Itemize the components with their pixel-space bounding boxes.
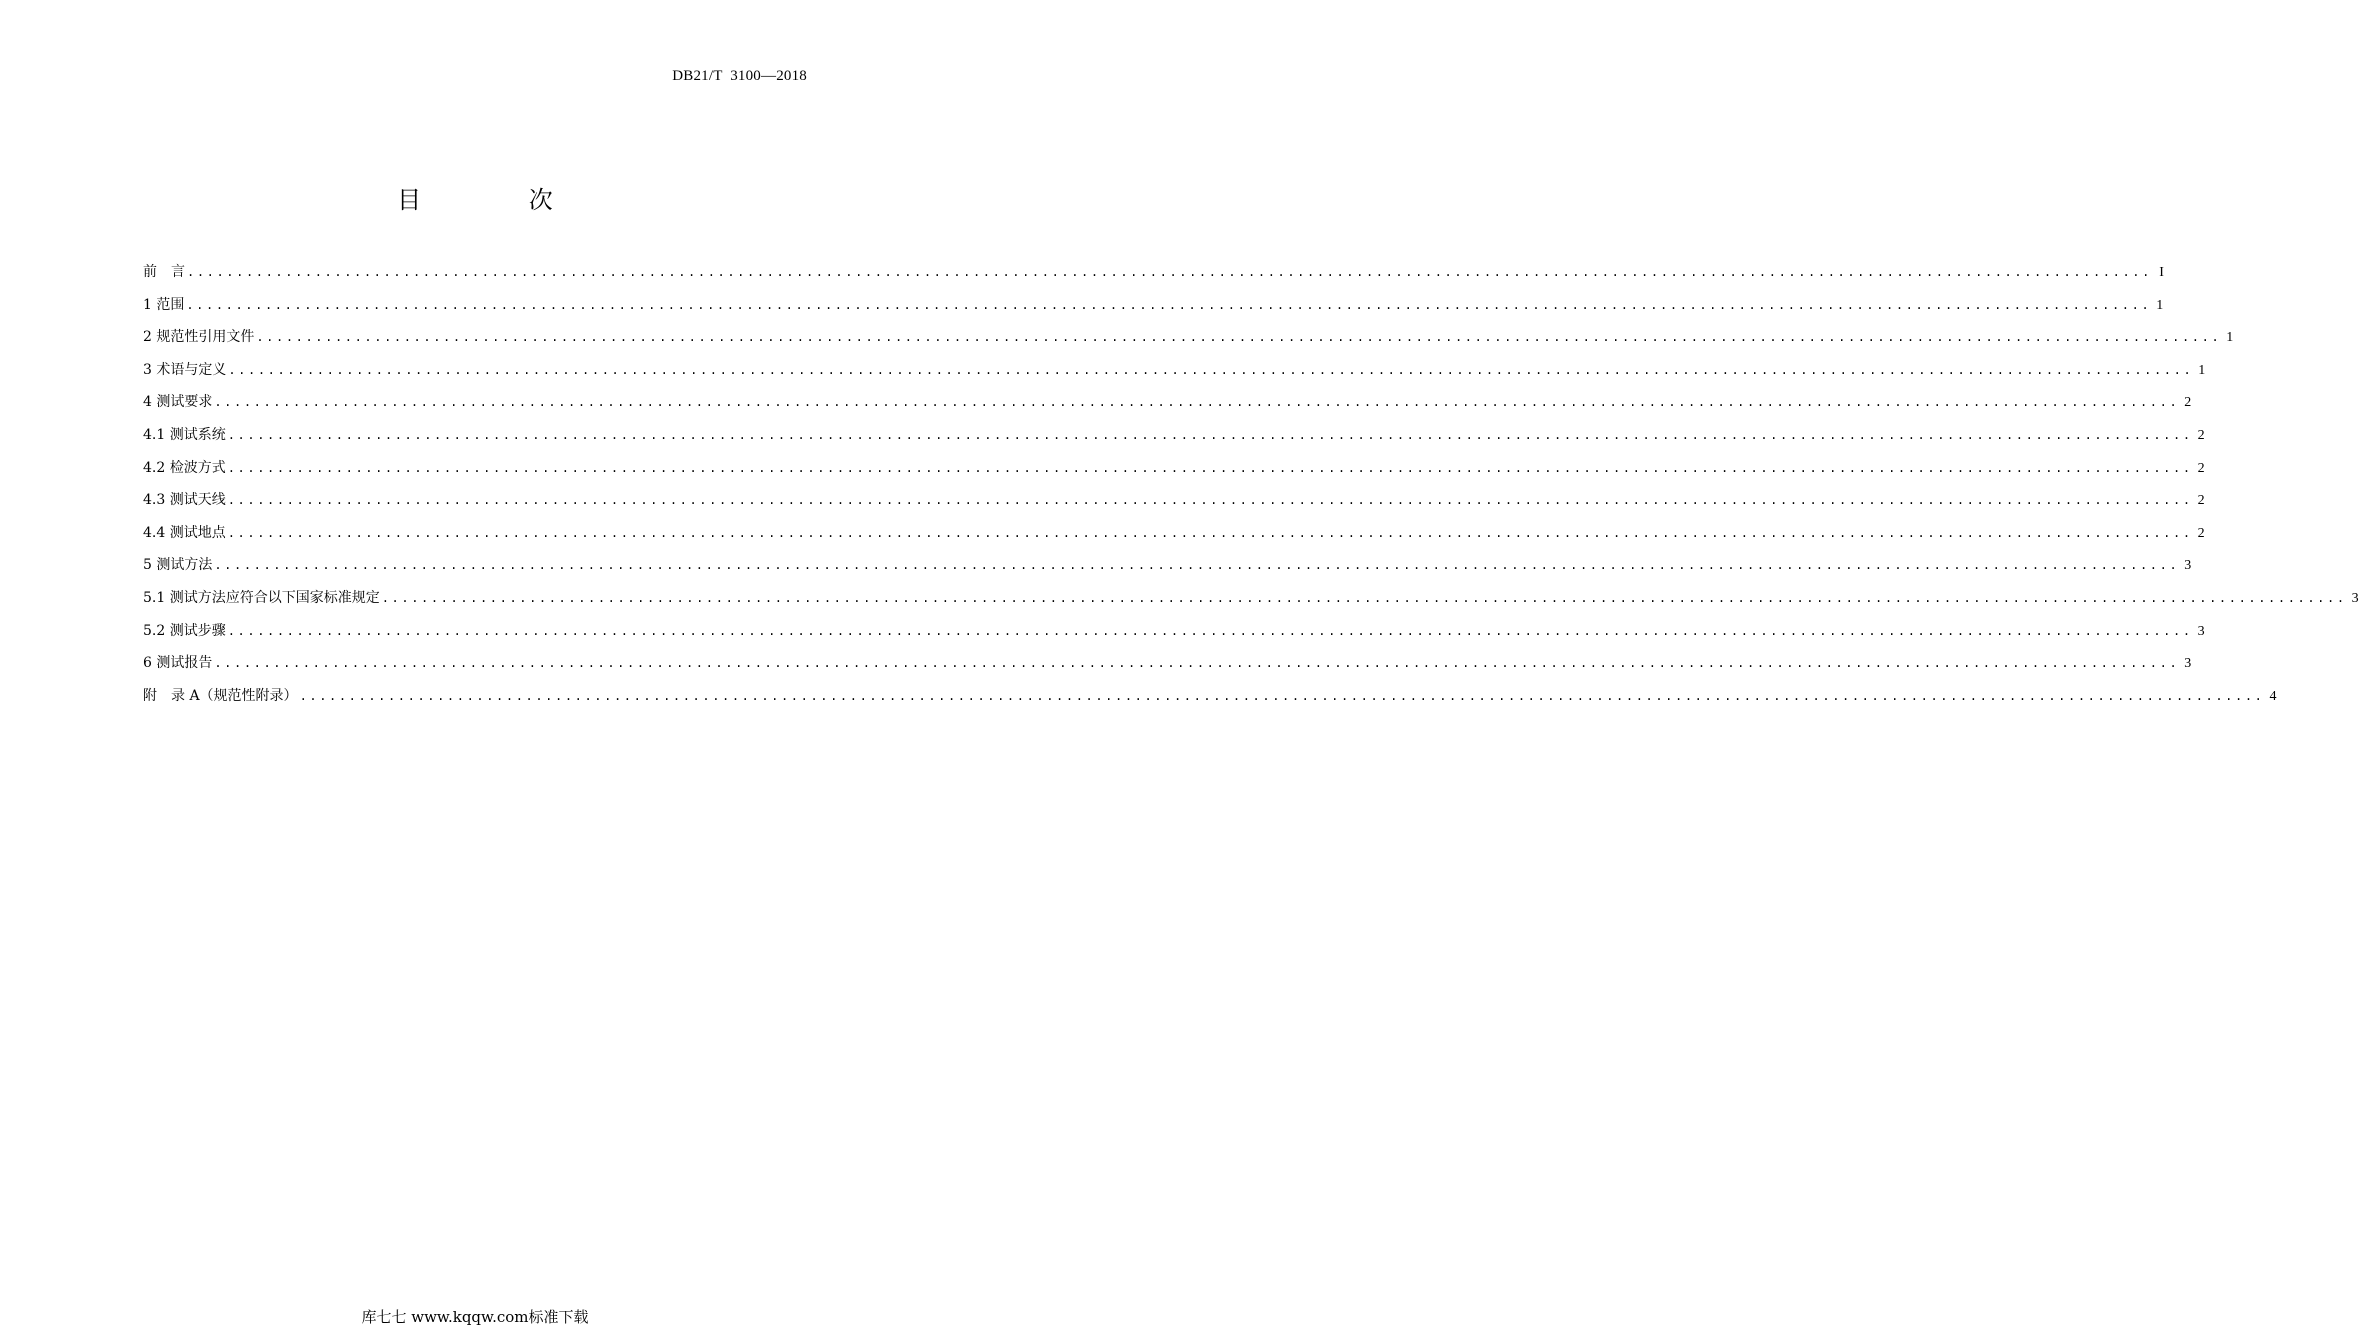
toc-leader-dots: ........................................................................................................................................................................................................ [228, 362, 2194, 377]
toc-entry-test-steps[interactable] [143, 619, 2205, 652]
toc-entry-page: 2 [2197, 460, 2205, 476]
toc-entry-page: 1 [2198, 362, 2206, 378]
toc-entry-page: 3 [2184, 558, 2192, 574]
toc-entry-page: 3 [2184, 656, 2192, 672]
toc-entry-page: 2 [2184, 395, 2192, 411]
toc-entry-page: 4 [2269, 688, 2277, 704]
toc-entry-label: 5 测试方法 [143, 557, 213, 574]
toc-entry-label: 3 术语与定义 [143, 361, 227, 378]
toc-entry-label: 2 规范性引用文件 [143, 329, 255, 346]
document-code: DB21/T 3100—2018 [672, 68, 807, 84]
toc-entry-label: 4 测试要求 [143, 394, 213, 411]
toc-entry-test-requirements[interactable] [143, 390, 2192, 423]
toc-entry-page: 2 [2197, 427, 2205, 443]
toc-entry-page: 1 [2226, 330, 2234, 346]
toc-entry-page: 3 [2197, 623, 2205, 639]
toc-entry-test-system[interactable] [143, 423, 2205, 456]
toc-entry-terms-definitions[interactable] [143, 358, 2206, 391]
toc-leader-dots: ........................................................................................................................................................................................................ [227, 427, 2193, 442]
toc-entry-test-method[interactable] [143, 553, 2192, 586]
toc-entry-page: I [2159, 265, 2164, 280]
toc-entry-test-site[interactable] [143, 521, 2205, 554]
toc-leader-dots: ........................................................................................................................................................................................................ [227, 623, 2193, 638]
table-of-contents [143, 260, 2359, 716]
toc-entry-label: 前 言 [143, 264, 185, 280]
toc-entry-detection-mode[interactable] [143, 456, 2205, 489]
toc-entry-appendix-a[interactable] [143, 684, 2277, 717]
toc-leader-dots: ........................................................................................................................................................................................................ [227, 460, 2193, 475]
toc-entry-label: 4.3 测试天线 [143, 492, 226, 509]
toc-leader-dots: ........................................................................................................................................................................................................ [214, 395, 2180, 410]
toc-entry-label: 附 录 A（规范性附录） [143, 687, 298, 704]
toc-leader-dots: ........................................................................................................................................................................................................ [227, 525, 2193, 540]
toc-entry-label: 5.1 测试方法应符合以下国家标准规定 [143, 589, 380, 606]
toc-entry-label: 4.1 测试系统 [143, 426, 226, 443]
toc-entry-test-report[interactable] [143, 651, 2192, 684]
toc-entry-label: 4.4 测试地点 [143, 524, 226, 541]
toc-leader-dots: ........................................................................................................................................................................................................ [186, 297, 2152, 312]
toc-entry-label: 6 测试报告 [143, 655, 213, 672]
toc-entry-label: 4.2 检波方式 [143, 459, 226, 476]
toc-entry-label: 5.2 测试步骤 [143, 622, 226, 639]
toc-entry-page: 3 [2351, 590, 2359, 606]
toc-entry-national-standards[interactable] [143, 586, 2359, 619]
toc-entry-page: 2 [2197, 525, 2205, 541]
toc-entry-scope[interactable] [143, 293, 2164, 326]
toc-entry-test-antenna[interactable] [143, 488, 2205, 521]
footer-watermark: 库七七 www.kqqw.com标准下载 [361, 1308, 589, 1326]
toc-leader-dots: ........................................................................................................................................................................................................ [214, 656, 2180, 671]
toc-entry-label: 1 范围 [143, 296, 185, 313]
toc-leader-dots: ........................................................................................................................................................................................................ [187, 265, 2152, 279]
toc-leader-dots: ........................................................................................................................................................................................................ [256, 330, 2222, 345]
toc-leader-dots: ........................................................................................................................................................................................................ [381, 590, 2347, 605]
toc-title: 目 次 [397, 186, 603, 214]
toc-entry-normative-references[interactable] [143, 325, 2234, 358]
toc-leader-dots: ........................................................................................................................................................................................................ [227, 493, 2193, 508]
toc-leader-dots: ........................................................................................................................................................................................................ [299, 688, 2265, 703]
toc-entry-foreword[interactable] [143, 260, 2164, 293]
toc-entry-page: 1 [2156, 297, 2164, 313]
toc-entry-page: 2 [2197, 493, 2205, 509]
toc-leader-dots: ........................................................................................................................................................................................................ [214, 558, 2180, 573]
